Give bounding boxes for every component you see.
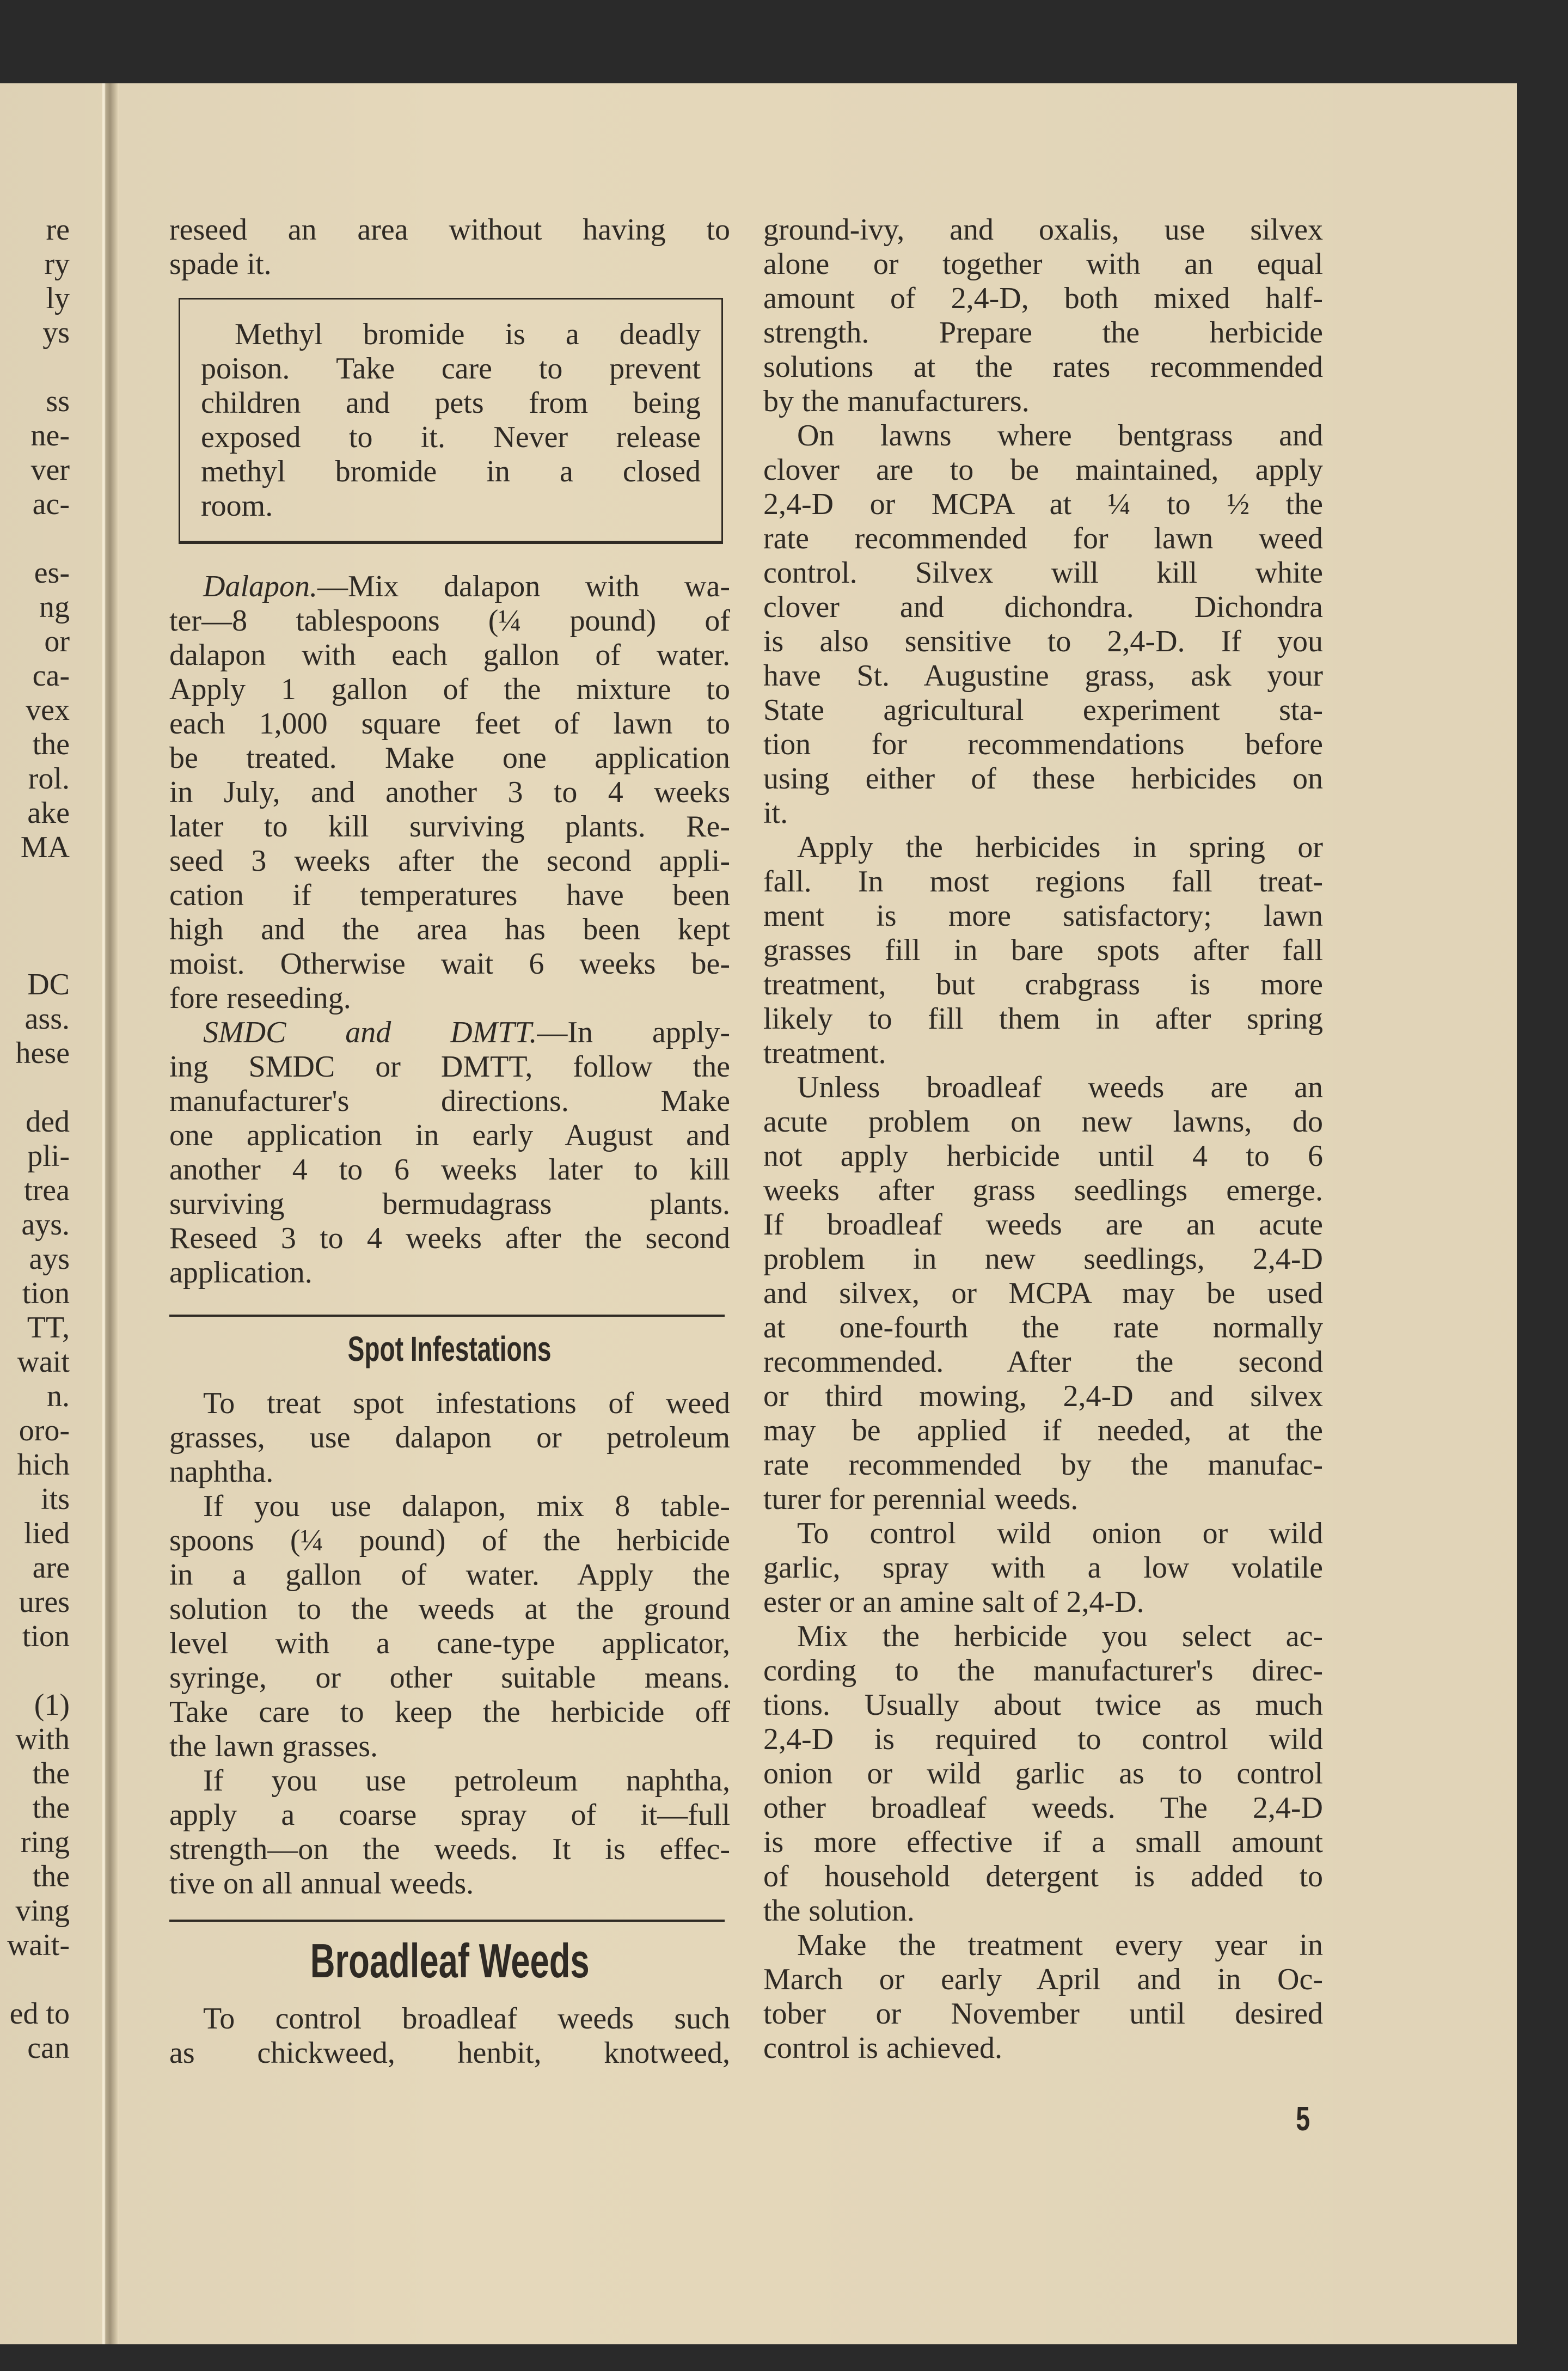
text-line: seed 3 weeks after the second appli-	[169, 844, 730, 878]
text-line: at one-fourth the rate normally	[763, 1311, 1323, 1345]
text-line: alone or together with an equal	[763, 247, 1323, 281]
text-line: the solution.	[763, 1894, 915, 1928]
text-line: rate recommended by the manufac-	[763, 1448, 1323, 1482]
text-line: in July, and another 3 to 4 weeks	[169, 775, 730, 809]
fragment-line: tion	[22, 1620, 70, 1653]
dalapon-section	[169, 570, 730, 1290]
paragraph	[763, 1620, 1323, 1928]
fragment-line: MA	[20, 830, 70, 864]
fragment-line: ays	[29, 1242, 70, 1276]
text-line: To control broadleaf weeds such	[203, 2002, 730, 2036]
paragraph	[169, 1016, 730, 1290]
fragment-line: ver	[30, 453, 70, 487]
text-line: State agricultural experiment sta-	[763, 693, 1323, 727]
fragment-line: ss	[46, 384, 70, 418]
text-line: Apply 1 gallon of the mixture to	[169, 673, 730, 706]
line-text: —Mix dalapon with wa-	[317, 570, 730, 603]
fragment-line	[0, 522, 70, 556]
text-line: clover and dichondra. Dichondra	[763, 590, 1323, 624]
text-line: weeks after grass seedlings emerge.	[763, 1174, 1323, 1207]
text-line: tober or November until desired	[763, 1997, 1323, 2031]
fragment-line	[0, 1963, 70, 1997]
text-line: treatment, but crabgrass is more	[763, 968, 1323, 1001]
text-line: Apply the herbicides in spring or	[797, 830, 1323, 864]
fragment-line: oro-	[19, 1414, 70, 1447]
fragment-line: with	[15, 1722, 70, 1756]
text-line: amount of 2,4-D, both mixed half-	[763, 282, 1323, 315]
right-column	[763, 213, 1323, 2066]
text-line: or third mowing, 2,4-D and silvex	[763, 1379, 1323, 1413]
text-line: On lawns where bentgrass and	[797, 419, 1323, 453]
text-line: is more effective if a small amount	[763, 1825, 1323, 1859]
heading-text: Broadleaf Weeds	[310, 1934, 590, 1988]
fragment-line: are	[32, 1551, 70, 1585]
text-line: one application in early August and	[169, 1119, 730, 1152]
text-line: not apply herbicide until 4 to 6	[763, 1139, 1323, 1173]
text-line	[169, 1016, 730, 1050]
fragment-line: ys	[42, 316, 70, 350]
fragment-line: re	[46, 213, 70, 247]
text-line: solution to the weeds at the ground	[169, 1592, 730, 1626]
text-line: cation if temperatures have been	[169, 878, 730, 912]
fragment-line: ac-	[32, 487, 70, 521]
fragment-line: lied	[24, 1517, 70, 1550]
text-line: apply a coarse spray of it—full	[169, 1798, 730, 1832]
text-line: manufacturer's directions. Make	[169, 1084, 730, 1118]
text-line: solutions at the rates recommended	[763, 350, 1323, 384]
line-text: —In apply-	[537, 1016, 730, 1049]
text-line: garlic, spray with a low volatile	[763, 1551, 1323, 1585]
page-fold	[102, 83, 119, 2344]
text-line: another 4 to 6 weeks later to kill	[169, 1153, 730, 1187]
text-line: tive on all annual weeds.	[169, 1867, 474, 1901]
text-line: methyl bromide in a closed	[201, 455, 701, 488]
fragment-line: vex	[26, 693, 70, 727]
text-line: is also sensitive to 2,4-D. If you	[763, 625, 1323, 658]
fragment-line: ake	[27, 796, 70, 830]
text-line: Take care to keep the herbicide off	[169, 1695, 730, 1729]
paragraph	[169, 1386, 730, 1489]
text-line: 2,4-D or MCPA at ¼ to ½ the	[763, 487, 1323, 521]
paragraph	[763, 1517, 1323, 1620]
paragraph	[169, 2002, 730, 2070]
text-line: Methyl bromide is a deadly	[235, 317, 701, 351]
warning-text	[201, 317, 701, 523]
text-line: it.	[763, 796, 788, 830]
text-line: recommended. After the second	[763, 1345, 1323, 1379]
paragraph	[169, 213, 730, 282]
text-line: poison. Take care to prevent	[201, 352, 701, 386]
text-line: tions. Usually about twice as much	[763, 1688, 1323, 1722]
paragraph	[169, 1764, 730, 1901]
text-line: using either of these herbicides on	[763, 762, 1323, 796]
text-line: each 1,000 square feet of lawn to	[169, 707, 730, 741]
fragment-line: ass.	[24, 1002, 70, 1036]
broadleaf-weeds-heading	[169, 1933, 730, 1989]
text-line: problem in new seedlings, 2,4-D	[763, 1242, 1323, 1276]
text-line: Make the treatment every year in	[797, 1928, 1323, 1962]
text-line: rate recommended for lawn weed	[763, 522, 1323, 555]
text-line: ground-ivy, and oxalis, use silvex	[763, 213, 1323, 247]
text-line: turer for perennial weeds.	[763, 1482, 1079, 1516]
fragment-line: ne-	[30, 419, 70, 453]
fragment-line: ures	[19, 1585, 70, 1619]
fragment-line: (1)	[34, 1688, 70, 1722]
paragraph	[169, 570, 730, 1016]
fragment-line: the	[32, 1791, 70, 1825]
fragment-line: wait	[17, 1345, 70, 1379]
fragment-line: its	[41, 1482, 70, 1516]
text-line: in a gallon of water. Apply the	[169, 1558, 730, 1592]
text-line: dalapon with each gallon of water.	[169, 638, 730, 672]
text-line: strength—on the weeds. It is effec-	[169, 1832, 730, 1866]
text-line: onion or wild garlic as to control	[763, 1757, 1323, 1791]
text-line: Reseed 3 to 4 weeks after the second	[169, 1221, 730, 1255]
text-line: surviving bermudagrass plants.	[169, 1187, 730, 1221]
text-line: ing SMDC or DMTT, follow the	[169, 1050, 730, 1084]
divider-rule	[169, 1315, 725, 1317]
italic-lead: Dalapon.	[203, 570, 317, 603]
fragment-line: tion	[22, 1276, 70, 1310]
paragraph	[763, 1928, 1323, 2066]
fragment-line: the	[32, 1757, 70, 1791]
text-line: by the manufacturers.	[763, 384, 1030, 418]
text-line: To control wild onion or wild	[797, 1517, 1323, 1550]
fragment-line: hese	[15, 1036, 70, 1070]
fragment-line	[0, 865, 70, 899]
text-line: March or early April and in Oc-	[763, 1963, 1323, 1996]
paragraph	[763, 830, 1323, 1071]
text-line: the lawn grasses.	[169, 1730, 378, 1763]
fragment-line: pli-	[27, 1139, 70, 1173]
text-line: clover are to be maintained, apply	[763, 453, 1323, 487]
fragment-line: or	[44, 625, 70, 658]
text-line: likely to fill them in after spring	[763, 1002, 1323, 1036]
fragment-line	[0, 933, 70, 968]
paragraph	[763, 419, 1323, 830]
fragment-line: ca-	[32, 659, 70, 693]
text-line: ter—8 tablespoons (¼ pound) of	[169, 604, 730, 638]
fragment-line: ry	[44, 247, 70, 281]
fragment-line: rol.	[28, 762, 70, 796]
fragment-line: trea	[24, 1174, 70, 1207]
text-line: later to kill surviving plants. Re-	[169, 810, 730, 844]
text-line: acute problem on new lawns, do	[763, 1105, 1323, 1139]
text-line: as chickweed, henbit, knotweed,	[169, 2036, 730, 2070]
paragraph	[763, 213, 1323, 419]
text-line: fall. In most regions fall treat-	[763, 865, 1323, 899]
text-line: syringe, or other suitable means.	[169, 1661, 730, 1695]
divider-rule	[169, 1920, 725, 1922]
fragment-line: ly	[46, 282, 70, 315]
text-line: 2,4-D is required to control wild	[763, 1722, 1323, 1756]
fragment-line: es-	[34, 556, 70, 590]
fragment-line: hich	[17, 1448, 70, 1482]
text-line: grasses fill in bare spots after fall	[763, 933, 1323, 967]
broadleaf-weeds-section	[169, 2002, 730, 2070]
text-line: ester or an amine salt of 2,4-D.	[763, 1585, 1144, 1619]
text-line: of household detergent is added to	[763, 1860, 1323, 1893]
text-line: Mix the herbicide you select ac-	[797, 1620, 1323, 1653]
text-line: be treated. Make one application	[169, 741, 730, 775]
text-line: high and the area has been kept	[169, 913, 730, 946]
fragment-line: ving	[15, 1894, 70, 1928]
spot-infestations-heading	[169, 1329, 730, 1369]
text-line: other broadleaf weeds. The 2,4-D	[763, 1791, 1323, 1825]
spot-infestations-section	[169, 1386, 730, 1901]
text-line: spoons (¼ pound) of the herbicide	[169, 1524, 730, 1557]
text-line: If you use petroleum naphtha,	[203, 1764, 730, 1798]
fragment-line: the	[32, 728, 70, 761]
text-line: grasses, use dalapon or petroleum	[169, 1421, 730, 1455]
text-line: tion for recommendations before	[763, 728, 1323, 761]
text-line: have St. Augustine grass, ask your	[763, 659, 1323, 693]
text-line: cording to the manufacturer's direc-	[763, 1654, 1323, 1688]
page-number-text: 5	[1296, 2100, 1310, 2138]
text-line: If you use dalapon, mix 8 table-	[203, 1489, 730, 1523]
paragraph	[169, 1489, 730, 1764]
paragraph	[763, 1071, 1323, 1517]
text-line: treatment.	[763, 1036, 886, 1070]
text-line: To treat spot infestations of weed	[203, 1386, 730, 1420]
fragment-line	[0, 1071, 70, 1105]
fragment-line: ng	[39, 590, 70, 624]
text-line: Unless broadleaf weeds are an	[797, 1071, 1323, 1104]
text-line: room.	[201, 489, 273, 523]
text-line	[169, 570, 730, 604]
fragment-line	[0, 1654, 70, 1688]
paragraph	[201, 317, 701, 523]
text-line: level with a cane-type applicator,	[169, 1627, 730, 1660]
text-line: may be applied if needed, at the	[763, 1414, 1323, 1447]
text-line: application.	[169, 1256, 313, 1290]
fragment-line: DC	[27, 968, 70, 1001]
fragment-line: wait-	[7, 1928, 70, 1962]
text-line: exposed to it. Never release	[201, 420, 701, 454]
text-line: If broadleaf weeds are an acute	[763, 1208, 1323, 1242]
fragment-line: ays.	[21, 1208, 70, 1242]
fragment-line	[0, 350, 70, 384]
italic-lead: SMDC and DMTT.	[203, 1016, 537, 1049]
text-line: ment is more satisfactory; lawn	[763, 899, 1323, 933]
text-line: fore reseeding.	[169, 981, 351, 1015]
fragment-line: ring	[20, 1825, 70, 1859]
heading-text: Spot Infestations	[348, 1329, 552, 1368]
text-line: children and pets from being	[201, 386, 701, 420]
intro-paragraph	[169, 213, 730, 282]
fragment-line: can	[27, 2031, 70, 2065]
text-line: moist. Otherwise wait 6 weeks be-	[169, 947, 730, 981]
left-page-fragments	[0, 213, 70, 2066]
text-line: spade it.	[169, 247, 272, 281]
text-line: and silvex, or MCPA may be used	[763, 1276, 1323, 1310]
fragment-line: n.	[47, 1379, 70, 1413]
text-line: strength. Prepare the herbicide	[763, 316, 1323, 350]
fragment-line: the	[32, 1860, 70, 1893]
text-line: control is achieved.	[763, 2031, 1002, 2065]
text-line: reseed an area without having to	[169, 213, 730, 247]
fragment-line: TT,	[27, 1311, 70, 1345]
fragment-line: ed to	[9, 1997, 70, 2031]
page-number	[1294, 2100, 1312, 2138]
text-line: control. Silvex will kill white	[763, 556, 1323, 590]
fragment-line	[0, 899, 70, 933]
fragment-line: ded	[26, 1105, 70, 1139]
text-line: naphtha.	[169, 1455, 274, 1489]
